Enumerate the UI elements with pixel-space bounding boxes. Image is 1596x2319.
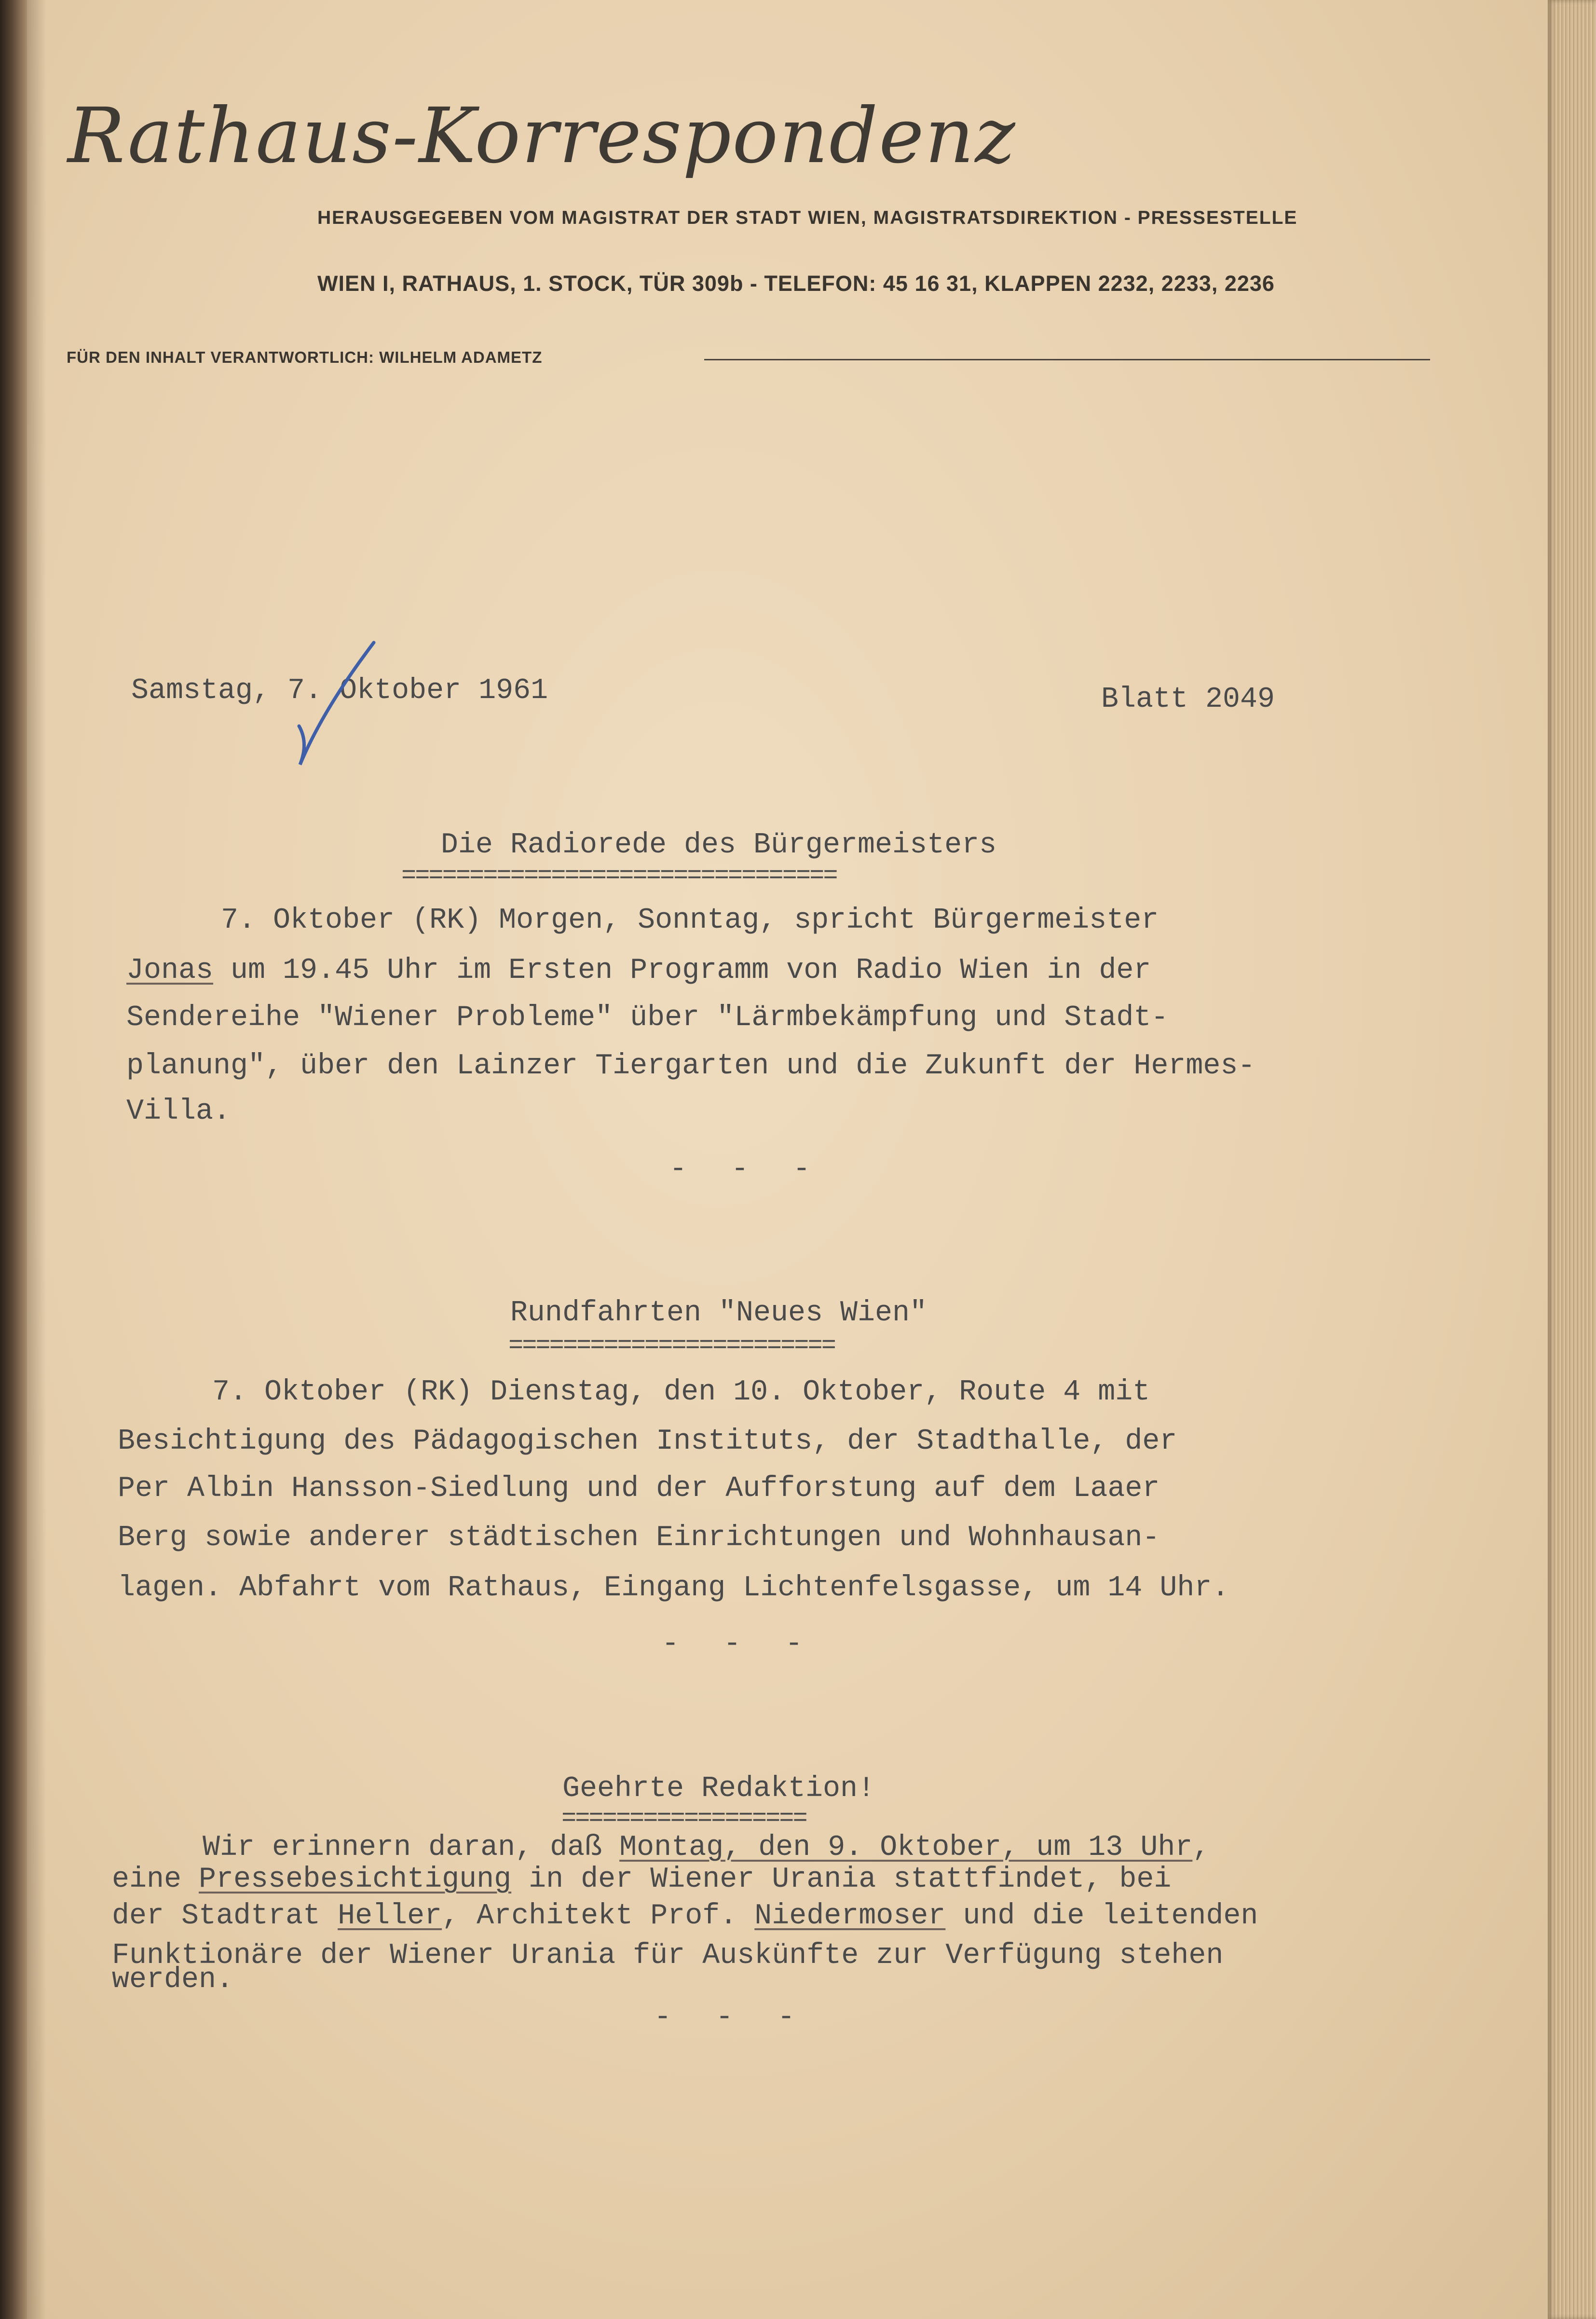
- article-3-separator: - - -: [654, 2001, 809, 2034]
- article-2-heading: Rundfahrten "Neues Wien": [510, 1297, 928, 1330]
- name-underlined: Niedermoser: [754, 1900, 946, 1933]
- article-3-heading: Geehrte Redaktion!: [562, 1772, 875, 1805]
- body-line: 7. Oktober (RK) Dienstag, den 10. Oktober, Route 4 mit: [212, 1376, 1150, 1409]
- binding-shadow: [27, 0, 46, 2319]
- body-line: Funktionäre der Wiener Urania für Auskünfte zur Verfügung stehen: [112, 1939, 1224, 1972]
- article-2-separator: - - -: [662, 1628, 817, 1660]
- body-line: Wir erinnern daran, daß Montag, den 9. Oktober, um 13 Uhr,: [203, 1831, 1210, 1864]
- body-line: Villa.: [126, 1095, 231, 1128]
- body-line: Jonas um 19.45 Uhr im Ersten Programm von Radio Wien in der: [126, 954, 1151, 987]
- body-line: werden.: [112, 1963, 234, 1996]
- article-3-heading-underline: ==================: [561, 1804, 806, 1833]
- checkmark-icon: [289, 637, 386, 772]
- body-line: planung", über den Lainzer Tiergarten und die Zukunft der Hermes-: [126, 1050, 1255, 1083]
- dateline-date: Samstag, 7. Oktober 1961: [131, 674, 548, 707]
- article-1-heading-underline: ================================: [401, 862, 837, 890]
- article-2-heading-underline: ========================: [508, 1331, 835, 1360]
- body-line: Per Albin Hansson-Siedlung und der Aufforstung auf dem Laaer: [118, 1472, 1160, 1505]
- name-underlined: Jonas: [126, 954, 214, 987]
- article-1-heading: Die Radiorede des Bürgermeisters: [440, 829, 997, 862]
- body-line: eine Pressebesichtigung in der Wiener Urania stattfindet, bei: [112, 1863, 1172, 1896]
- body-line: der Stadtrat Heller, Architekt Prof. Niedermoser und die leitenden: [112, 1900, 1258, 1933]
- masthead-title: Rathaus-Korrespondenz: [68, 92, 1016, 180]
- article-1-separator: - - -: [669, 1153, 824, 1186]
- page-edge-stack: [1548, 0, 1596, 2319]
- body-line: Besichtigung des Pädagogischen Instituts, der Stadthalle, der: [118, 1425, 1177, 1458]
- body-line: Berg sowie anderer städtischen Einrichtungen und Wohnhausan-: [118, 1522, 1160, 1554]
- body-line: Sendereihe "Wiener Probleme" über "Lärmbekämpfung und Stadt-: [126, 1002, 1169, 1034]
- body-line: 7. Oktober (RK) Morgen, Sonntag, spricht Bürgermeister: [221, 904, 1159, 937]
- body-line: lagen. Abfahrt vom Rathaus, Eingang Lichtenfelsgasse, um 14 Uhr.: [118, 1572, 1229, 1605]
- sheet-number: Blatt 2049: [1101, 683, 1275, 716]
- name-underlined: Heller: [338, 1900, 442, 1933]
- publisher-line: HERAUSGEGEBEN VOM MAGISTRAT DER STADT WIEN, MAGISTRATSDIREKTION - PRESSESTELLE: [317, 207, 1298, 228]
- book-spine: [0, 0, 27, 2319]
- responsible-rule: [704, 359, 1430, 360]
- responsible-line: FÜR DEN INHALT VERANTWORTLICH: WILHELM ADAMETZ: [67, 348, 543, 366]
- meeting-time-underlined: Montag, den 9. Oktober, um 13 Uhr: [619, 1831, 1193, 1864]
- press-visit-underlined: Pressebesichtigung: [199, 1863, 512, 1896]
- address-line: WIEN I, RATHAUS, 1. STOCK, TÜR 309b - TELEFON: 45 16 31, KLAPPEN 2232, 2233, 2236: [317, 271, 1275, 296]
